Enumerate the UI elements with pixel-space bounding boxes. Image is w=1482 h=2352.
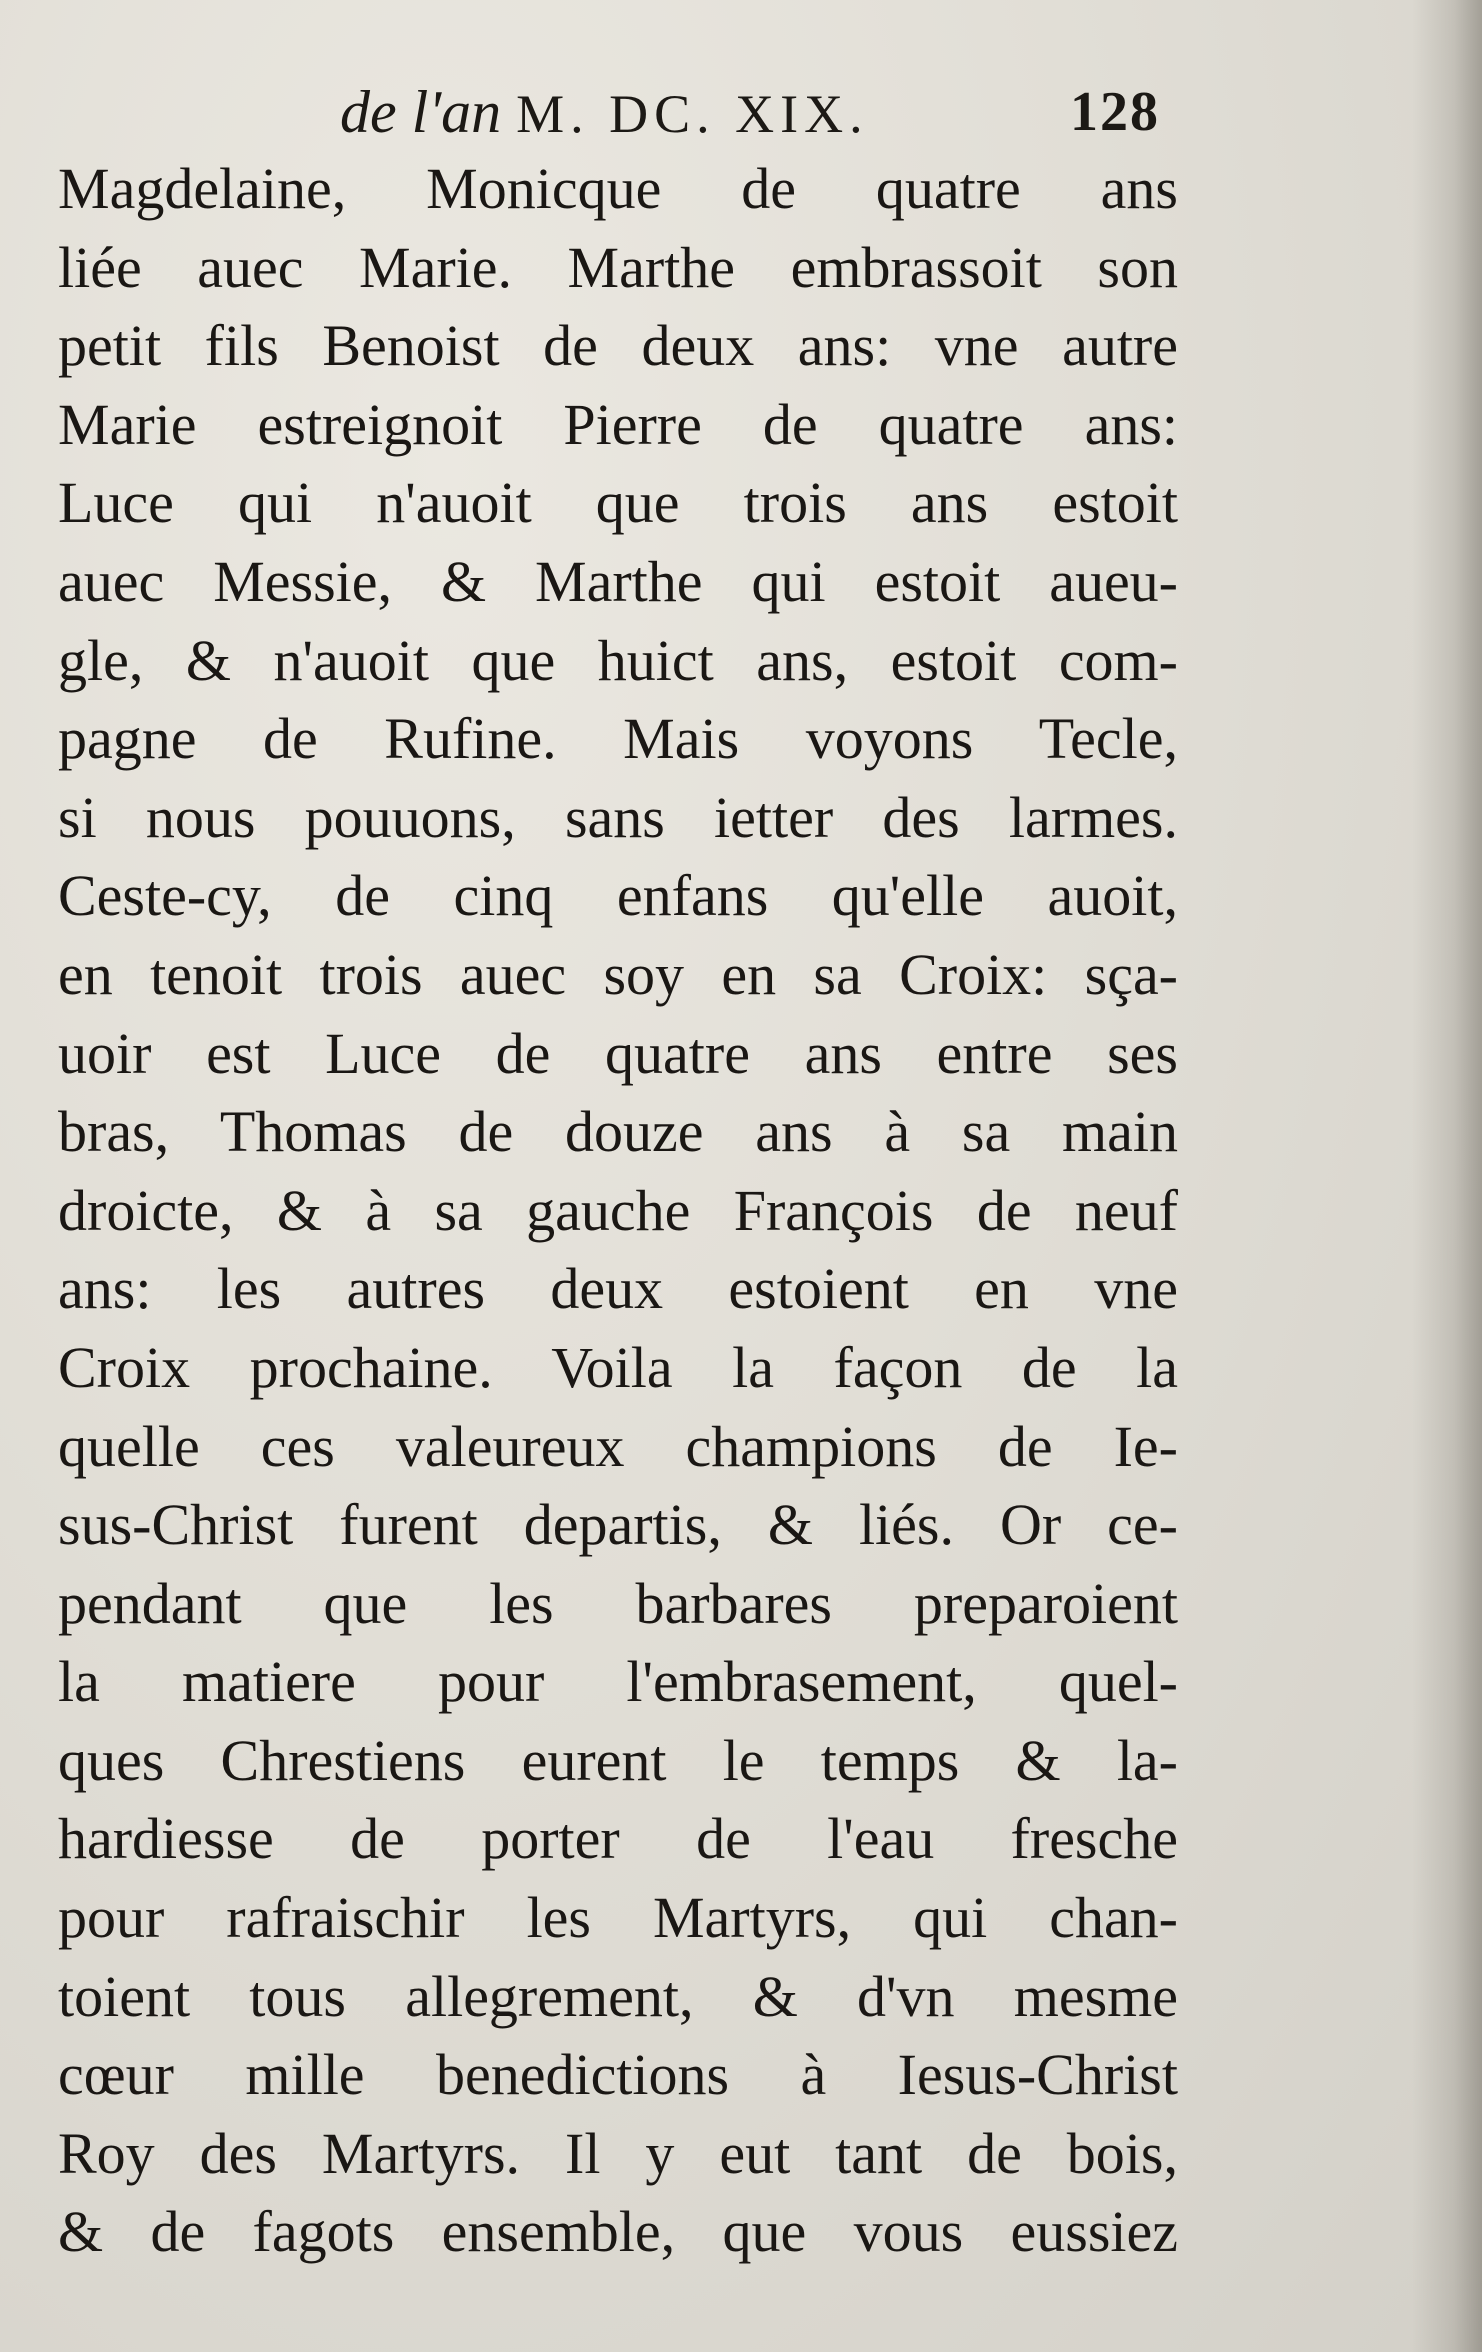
text-line: petit fils Benoist de deux ans: vne autre (58, 313, 1178, 379)
running-head-prefix: de l'an (340, 79, 502, 145)
text-line: ques Chrestiens eurent le temps & la- (58, 1727, 1178, 1793)
text-line: bras, Thomas de douze ans à sa main (58, 1099, 1178, 1165)
page-edge-shadow (1412, 0, 1482, 2352)
text-line: si nous pouuons, sans ietter des larmes. (58, 784, 1178, 850)
running-head-year: M. DC. XIX. (516, 84, 869, 144)
page-number: 128 (1070, 81, 1160, 143)
text-line: Marie estreignoit Pierre de quatre ans: (58, 391, 1178, 457)
text-line: pendant que les barbares preparoient (58, 1570, 1178, 1636)
text-line: uoir est Luce de quatre ans entre ses (58, 1020, 1178, 1086)
running-head (340, 72, 869, 154)
text-line: quelle ces valeureux champions de Ie- (58, 1413, 1178, 1479)
text-line: droicte, & à sa gauche François de neuf (58, 1177, 1178, 1243)
text-line: auec Messie, & Marthe qui estoit aueu- (58, 548, 1178, 614)
text-line: Magdelaine, Monicque de quatre ans (58, 156, 1178, 221)
text-line: cœur mille benedictions à Iesus-Christ (58, 2042, 1178, 2108)
text-line: sus-Christ furent departis, & liés. Or ce- (58, 1492, 1178, 1558)
text-line: pour rafraischir les Martyrs, qui chan- (58, 1885, 1178, 1951)
text-line: hardiesse de porter de l'eau fresche (58, 1806, 1178, 1872)
text-line: Ceste-cy, de cinq enfans qu'elle auoit, (58, 863, 1178, 929)
text-line: Roy des Martyrs. Il y eut tant de bois, (58, 2120, 1178, 2186)
text-line: pagne de Rufine. Mais voyons Tecle, (58, 706, 1178, 772)
text-line: ans: les autres deux estoient en vne (58, 1256, 1178, 1322)
text-line: & de fagots ensemble, que vous eussiez (58, 2199, 1178, 2265)
page-header (0, 72, 1482, 152)
text-line: toient tous allegrement, & d'vn mesme (58, 1963, 1178, 2029)
text-line: Luce qui n'auoit que trois ans estoit (58, 470, 1178, 536)
body-text (58, 150, 1178, 2272)
text-line: Croix prochaine. Voila la façon de la (58, 1334, 1178, 1400)
text-line: liée auec Marie. Marthe embrassoit son (58, 234, 1178, 300)
text-line: la matiere pour l'embrasement, quel- (58, 1649, 1178, 1715)
text-line: gle, & n'auoit que huict ans, estoit com- (58, 627, 1178, 693)
text-line: en tenoit trois auec soy en sa Croix: sça- (58, 941, 1178, 1007)
